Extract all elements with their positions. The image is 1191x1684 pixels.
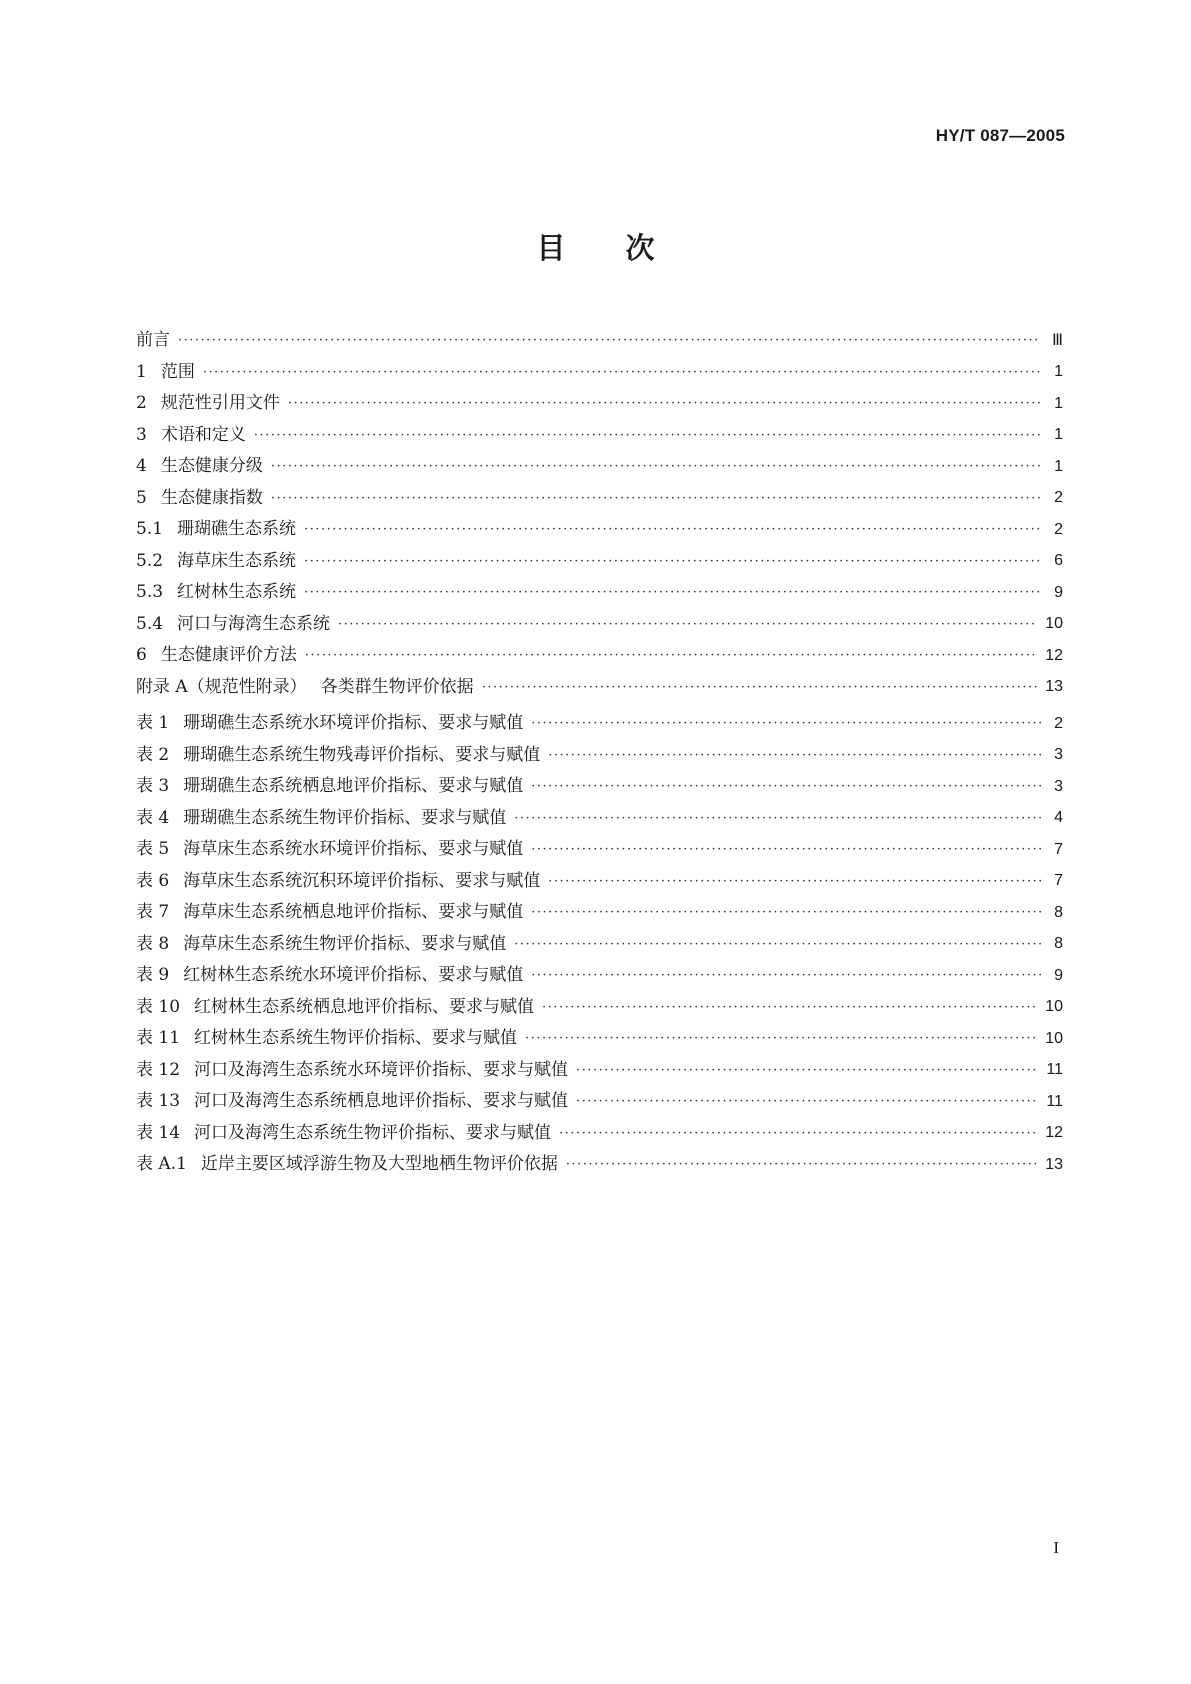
toc-entry-label bbox=[136, 521, 296, 538]
table-entry-number: 表 1 bbox=[136, 713, 170, 734]
dot-leader bbox=[338, 618, 1037, 631]
table-entry-label bbox=[136, 807, 507, 828]
toc-entry-text: 生态健康指数 bbox=[160, 487, 263, 508]
toc-entry[interactable] bbox=[136, 577, 1063, 609]
table-entry[interactable] bbox=[136, 1118, 1063, 1150]
toc-entry-label bbox=[136, 395, 280, 412]
table-entry-page: 11 bbox=[1046, 1092, 1063, 1110]
table-entry-text: 红树林生态系统生物评价指标、要求与赋值 bbox=[194, 1028, 518, 1049]
dot-leader bbox=[203, 366, 1041, 379]
table-entry-page: 3 bbox=[1054, 777, 1063, 795]
toc-entry[interactable] bbox=[136, 483, 1063, 515]
table-entry-text: 海草床生态系统水环境评价指标、要求与赋值 bbox=[183, 839, 524, 860]
dot-leader bbox=[304, 586, 1041, 599]
table-entry-number: 表 11 bbox=[136, 1028, 181, 1049]
toc-entry-label bbox=[136, 647, 297, 664]
toc-entry[interactable] bbox=[136, 546, 1063, 578]
toc-entry-text: 河口与海湾生态系统 bbox=[177, 613, 331, 634]
table-entry-number: 表 7 bbox=[136, 902, 170, 923]
table-entry-text: 珊瑚礁生态系统水环境评价指标、要求与赋值 bbox=[183, 713, 524, 734]
table-entry[interactable] bbox=[136, 771, 1063, 803]
dot-leader bbox=[304, 555, 1041, 568]
toc-entry-number: 5.3 bbox=[136, 582, 164, 603]
dot-leader bbox=[576, 1095, 1038, 1108]
toc-entry-number: 5.4 bbox=[136, 613, 164, 634]
table-entry[interactable] bbox=[136, 1023, 1063, 1055]
dot-leader bbox=[576, 1064, 1038, 1077]
table-entry-page: 13 bbox=[1045, 1155, 1063, 1173]
dot-leader bbox=[305, 649, 1037, 662]
dot-leader bbox=[531, 906, 1041, 919]
toc-entry[interactable] bbox=[136, 672, 1063, 704]
toc-entry-number: 附录 A（规范性附录） bbox=[136, 676, 307, 697]
page-title: 目次 bbox=[536, 231, 715, 265]
toc-entry-page: Ⅲ bbox=[1051, 331, 1063, 349]
table-entry-page: 4 bbox=[1054, 809, 1063, 827]
table-entry-number: 表 9 bbox=[136, 965, 170, 986]
dot-leader bbox=[482, 681, 1038, 694]
table-entry-label bbox=[136, 1122, 552, 1143]
table-entry-number: 表 14 bbox=[136, 1122, 181, 1143]
table-entry-number: 表 A.1 bbox=[136, 1154, 187, 1175]
table-entry[interactable] bbox=[136, 1149, 1063, 1181]
toc-entry-page: 2 bbox=[1054, 489, 1063, 507]
table-entry-text: 珊瑚礁生态系统生物评价指标、要求与赋值 bbox=[183, 807, 507, 828]
table-entry-number: 表 12 bbox=[136, 1059, 181, 1080]
table-entry-number: 表 4 bbox=[136, 807, 170, 828]
toc-entry-page: 12 bbox=[1045, 646, 1063, 664]
table-entry-number: 表 10 bbox=[136, 996, 181, 1017]
toc-entry-number: 1 bbox=[136, 361, 147, 382]
dot-leader bbox=[525, 1032, 1037, 1045]
toc-entry-number: 2 bbox=[136, 393, 147, 414]
table-entry-text: 河口及海湾生态系统栖息地评价指标、要求与赋值 bbox=[194, 1091, 569, 1112]
toc-entry-text: 生态健康分级 bbox=[160, 456, 263, 477]
dot-leader bbox=[548, 875, 1041, 888]
dot-leader bbox=[178, 334, 1041, 347]
dot-leader bbox=[531, 843, 1041, 856]
table-entry[interactable] bbox=[136, 803, 1063, 835]
dot-leader bbox=[304, 523, 1041, 536]
table-entry[interactable] bbox=[136, 992, 1063, 1024]
toc-entry[interactable] bbox=[136, 357, 1063, 389]
toc-entry-text: 各类群生物评价依据 bbox=[320, 676, 474, 697]
table-entry-number: 表 2 bbox=[136, 744, 170, 765]
dot-leader bbox=[271, 460, 1041, 473]
toc-entry-page: 10 bbox=[1045, 615, 1063, 633]
table-entry-number: 表 3 bbox=[136, 776, 170, 797]
toc-entry-label bbox=[136, 550, 297, 571]
toc-entry[interactable] bbox=[136, 609, 1063, 641]
dot-leader bbox=[288, 397, 1041, 410]
toc-entry-number: 前言 bbox=[136, 330, 170, 351]
table-entry-text: 红树林生态系统栖息地评价指标、要求与赋值 bbox=[194, 996, 535, 1017]
table-entry[interactable] bbox=[136, 740, 1063, 772]
table-entry-label bbox=[136, 1156, 558, 1173]
toc-entry[interactable] bbox=[136, 420, 1063, 452]
table-entry-page: 3 bbox=[1054, 746, 1063, 764]
table-entry[interactable] bbox=[136, 708, 1063, 740]
toc-entry-text: 海草床生态系统 bbox=[177, 550, 297, 571]
toc-entry-number: 4 bbox=[136, 456, 147, 477]
table-entry-label bbox=[136, 933, 507, 954]
toc-entry-number: 3 bbox=[136, 424, 147, 445]
table-entry[interactable] bbox=[136, 960, 1063, 992]
table-entry[interactable] bbox=[136, 866, 1063, 898]
table-entry-page: 8 bbox=[1054, 935, 1063, 953]
dot-leader bbox=[531, 717, 1041, 730]
toc-entry-text: 珊瑚礁生态系统 bbox=[177, 519, 297, 540]
toc-entry-label bbox=[136, 361, 195, 382]
table-entry-text: 河口及海湾生态系统生物评价指标、要求与赋值 bbox=[194, 1122, 552, 1143]
table-entry-text: 红树林生态系统水环境评价指标、要求与赋值 bbox=[183, 965, 524, 986]
table-entry-number: 表 6 bbox=[136, 870, 170, 891]
table-entry-text: 河口及海湾生态系统水环境评价指标、要求与赋值 bbox=[194, 1059, 569, 1080]
toc-entry-label bbox=[136, 332, 170, 349]
toc-entry[interactable] bbox=[136, 514, 1063, 546]
toc-entry-number: 6 bbox=[136, 645, 147, 666]
dot-leader bbox=[531, 780, 1041, 793]
toc-entry-text: 范围 bbox=[160, 361, 195, 382]
toc-entry[interactable] bbox=[136, 325, 1063, 357]
toc-entry-text: 术语和定义 bbox=[160, 424, 246, 445]
table-entry-label bbox=[136, 996, 535, 1017]
toc-entry-text: 规范性引用文件 bbox=[160, 393, 280, 414]
table-entry-text: 海草床生态系统生物评价指标、要求与赋值 bbox=[183, 933, 507, 954]
table-entry-label bbox=[136, 1059, 569, 1080]
toc-entry-page: 2 bbox=[1054, 520, 1063, 538]
table-entry-text: 海草床生态系统栖息地评价指标、要求与赋值 bbox=[183, 902, 524, 923]
toc-entry-page: 9 bbox=[1054, 583, 1063, 601]
dot-leader bbox=[566, 1158, 1037, 1171]
table-entry[interactable] bbox=[136, 897, 1063, 929]
toc-entry[interactable] bbox=[136, 451, 1063, 483]
dot-leader bbox=[559, 1127, 1037, 1140]
table-entry-label bbox=[136, 715, 523, 732]
toc-entry-page: 6 bbox=[1054, 552, 1063, 570]
table-entry-label bbox=[136, 904, 523, 921]
table-entry[interactable] bbox=[136, 834, 1063, 866]
table-entry-page: 7 bbox=[1054, 840, 1063, 858]
table-entry-label bbox=[136, 967, 523, 984]
toc-entry-text: 红树林生态系统 bbox=[177, 582, 297, 603]
table-entry-number: 表 8 bbox=[136, 933, 170, 954]
table-entry-label bbox=[136, 744, 541, 765]
table-entry-number: 表 5 bbox=[136, 839, 170, 860]
dot-leader bbox=[254, 429, 1041, 442]
table-entry-text: 海草床生态系统沉积环境评价指标、要求与赋值 bbox=[183, 870, 541, 891]
table-entry-page: 10 bbox=[1045, 998, 1063, 1016]
table-entry-text: 近岸主要区域浮游生物及大型地栖生物评价依据 bbox=[200, 1154, 558, 1175]
standard-code: HY/T 087—2005 bbox=[935, 126, 1065, 145]
table-entry-page: 10 bbox=[1045, 1029, 1063, 1047]
dot-leader bbox=[548, 749, 1041, 762]
dot-leader bbox=[531, 969, 1041, 982]
dot-leader bbox=[271, 492, 1041, 505]
table-entry-label bbox=[136, 841, 523, 858]
toc-entry-number: 5.2 bbox=[136, 550, 164, 571]
dot-leader bbox=[514, 938, 1041, 951]
table-entry-page: 9 bbox=[1054, 966, 1063, 984]
toc-entry-number: 5 bbox=[136, 487, 147, 508]
dot-leader bbox=[542, 1001, 1037, 1014]
table-entry-label bbox=[136, 870, 541, 891]
table-entry-label bbox=[136, 778, 523, 795]
table-entry-label bbox=[136, 1093, 568, 1110]
table-entry[interactable] bbox=[136, 929, 1063, 961]
table-entry-label bbox=[136, 1030, 517, 1047]
toc-entry-label bbox=[136, 676, 474, 697]
table-entry[interactable] bbox=[136, 1055, 1063, 1087]
table-entry-number: 表 13 bbox=[136, 1091, 181, 1112]
table-entry-text: 珊瑚礁生态系统栖息地评价指标、要求与赋值 bbox=[183, 776, 524, 797]
table-entry-text: 珊瑚礁生态系统生物残毒评价指标、要求与赋值 bbox=[183, 744, 541, 765]
table-entry-page: 2 bbox=[1054, 714, 1063, 732]
dot-leader bbox=[514, 812, 1041, 825]
table-of-contents bbox=[136, 325, 1063, 1181]
toc-entry-number: 5.1 bbox=[136, 519, 164, 540]
table-entry-page: 11 bbox=[1046, 1061, 1063, 1079]
toc-entry-page: 13 bbox=[1045, 678, 1063, 696]
table-entry-page: 8 bbox=[1054, 903, 1063, 921]
toc-entry-label bbox=[136, 458, 263, 475]
table-entry-page: 12 bbox=[1045, 1124, 1063, 1142]
toc-entry-label bbox=[136, 424, 246, 445]
toc-entry-page: 1 bbox=[1054, 363, 1063, 381]
toc-entry[interactable] bbox=[136, 640, 1063, 672]
toc-entry-page: 1 bbox=[1054, 457, 1063, 475]
table-entry-page: 7 bbox=[1054, 872, 1063, 890]
toc-entry-label bbox=[136, 613, 331, 634]
page-number: I bbox=[1053, 1538, 1059, 1557]
table-entry[interactable] bbox=[136, 1086, 1063, 1118]
toc-entry-text: 生态健康评价方法 bbox=[160, 645, 297, 666]
toc-entry-label bbox=[136, 584, 296, 601]
toc-entry-label bbox=[136, 487, 263, 508]
toc-entry-page: 1 bbox=[1054, 426, 1063, 444]
toc-entry[interactable] bbox=[136, 388, 1063, 420]
toc-entry-page: 1 bbox=[1054, 394, 1063, 412]
